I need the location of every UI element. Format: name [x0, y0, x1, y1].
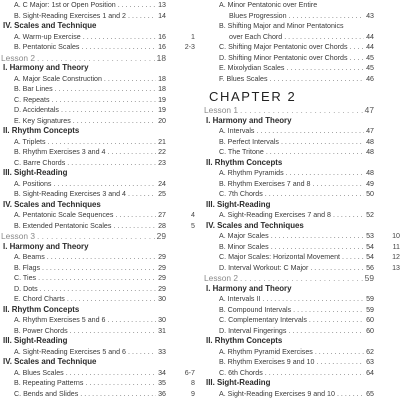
- toc-entry: [0, 32, 195, 43]
- toc-entry-label: C. The Tritone: [219, 148, 264, 156]
- toc-entry: [0, 147, 195, 158]
- dot-leader: [42, 263, 156, 274]
- page-number: 45: [366, 64, 374, 72]
- toc-entry: [203, 263, 400, 274]
- toc-entry: [203, 168, 400, 179]
- toc-entry: [203, 368, 400, 379]
- dot-leader: [240, 105, 363, 116]
- dot-leader: [288, 326, 364, 337]
- page-number: 59: [366, 295, 374, 303]
- toc-entry: [0, 95, 195, 106]
- dot-leader: [52, 95, 157, 106]
- dot-leader: [55, 84, 156, 95]
- dot-leader: [293, 305, 364, 316]
- dot-leader: [80, 389, 156, 400]
- page-number: 16: [158, 32, 166, 41]
- toc-entry: [203, 347, 400, 358]
- toc-entry-label: D. Accidentals: [14, 106, 59, 114]
- page-number: 29: [156, 231, 166, 241]
- toc-entry-label: F. Blues Scales: [219, 74, 268, 83]
- toc-entry: [0, 347, 195, 358]
- dot-leader: [128, 347, 156, 358]
- toc-entry-label: A. Beams: [14, 253, 45, 261]
- track-number: 9: [191, 389, 195, 398]
- toc-entry: [203, 231, 400, 242]
- toc-entry: [0, 11, 195, 22]
- page-number: 45: [366, 53, 374, 62]
- toc-entry: [203, 53, 400, 64]
- toc-entry-label: B. Minor Scales: [219, 242, 269, 251]
- page-number: 30: [158, 316, 166, 324]
- section-heading: [203, 336, 400, 347]
- dot-leader: [312, 179, 364, 190]
- dot-leader: [271, 242, 364, 253]
- section-heading: [203, 158, 400, 169]
- page-number: 33: [158, 347, 166, 356]
- toc-entry: [0, 105, 195, 116]
- toc-entry-label: B. Sight-Reading Exercises 3 and 4: [14, 190, 126, 198]
- toc-entry-label: C. Ties: [14, 274, 37, 282]
- dot-leader: [310, 263, 364, 274]
- section-heading: [0, 168, 195, 179]
- dot-leader: [271, 231, 364, 242]
- page-number: 56: [366, 263, 374, 272]
- section-heading: [0, 63, 195, 74]
- toc-entry: [0, 137, 195, 148]
- toc-entry-label: B. Bar Lines: [14, 85, 53, 93]
- toc-entry-label: A. Rhythm Exercises 5 and 6: [14, 316, 106, 324]
- section-heading: [0, 242, 195, 253]
- page-number: 59: [366, 305, 374, 314]
- page-number: 47: [364, 105, 374, 115]
- section-title: I. Harmony and Theory: [3, 241, 89, 251]
- dot-leader: [107, 315, 156, 326]
- page-number: 34: [158, 368, 166, 377]
- track-number: 12: [392, 253, 400, 261]
- page-number: 53: [366, 232, 374, 240]
- section-heading: [203, 378, 400, 389]
- section-title: I. Harmony and Theory: [206, 283, 292, 293]
- page-number: 54: [366, 242, 374, 251]
- toc-entry: [0, 252, 195, 263]
- dot-leader: [289, 11, 365, 22]
- section-title: IV. Scales and Techniques: [206, 220, 304, 230]
- toc-entry: [203, 0, 400, 11]
- toc-entry: [203, 137, 400, 148]
- dot-leader: [350, 53, 365, 64]
- lesson-title: Lesson 2: [1, 52, 35, 63]
- page-number: 36: [158, 389, 166, 398]
- section-heading: [203, 116, 400, 127]
- lesson-heading: [0, 231, 195, 242]
- section-title: III. Sight-Reading: [206, 378, 271, 387]
- toc-entry: [203, 210, 400, 221]
- lesson-title: Lesson 2: [204, 273, 238, 283]
- dot-leader: [286, 168, 364, 179]
- page-number: 62: [366, 347, 374, 356]
- toc-entry-label: A. Major Scales: [219, 232, 269, 240]
- toc-entry-label: C. 7th Chords: [219, 190, 263, 198]
- toc-entry: [0, 273, 195, 284]
- toc-entry-label: C. Barre Chords: [14, 158, 66, 167]
- section-heading: [203, 221, 400, 232]
- toc-entry: [0, 315, 195, 326]
- toc-entry-label: A. C Major: 1st or Open Position: [14, 1, 116, 9]
- toc-entry-label: D. Dots: [14, 284, 38, 293]
- toc-entry-label: A. Intervals: [219, 127, 255, 135]
- toc-entry-label: A. Rhythm Pyramids: [219, 169, 284, 177]
- page-number: 44: [366, 32, 374, 41]
- page-number: 30: [158, 295, 166, 303]
- toc-entry-label: E. Mixolydian Scales: [219, 64, 285, 72]
- lesson-title: Lesson 3: [1, 231, 35, 241]
- toc-entry: [0, 294, 195, 305]
- page-number: 23: [158, 158, 166, 167]
- toc-entry: [0, 158, 195, 169]
- chapter-heading: [203, 88, 400, 105]
- toc-entry-label: B. Repeating Patterns: [14, 379, 84, 387]
- toc-entry-label: A. Triplets: [14, 137, 46, 146]
- page-number: 25: [158, 190, 166, 198]
- dot-leader: [256, 126, 364, 137]
- page-number: 29: [158, 274, 166, 282]
- track-number: 5: [191, 221, 195, 230]
- section-title: III. Sight-Reading: [3, 168, 68, 177]
- dot-leader: [337, 389, 364, 400]
- toc-entry: [0, 378, 195, 389]
- dot-leader: [83, 32, 156, 43]
- track-number: 2-3: [184, 43, 195, 51]
- toc-entry: [0, 368, 195, 379]
- toc-entry: [0, 284, 195, 295]
- page-number: 24: [158, 179, 166, 188]
- page-number: 60: [366, 316, 374, 324]
- page-number: 29: [158, 284, 166, 293]
- toc-entry-label: B. Pentatonic Scales: [14, 43, 80, 51]
- toc-entry: [203, 189, 400, 200]
- page-number: 48: [366, 148, 374, 156]
- page-number: 35: [158, 379, 166, 387]
- track-number: 11: [392, 242, 400, 251]
- dot-leader: [128, 11, 156, 22]
- dot-leader: [38, 273, 156, 284]
- toc-entry-label: B. Compound Intervals: [219, 305, 292, 314]
- page-number: 18: [156, 52, 166, 63]
- dot-leader: [115, 210, 156, 221]
- section-title: I. Harmony and Theory: [3, 63, 89, 72]
- toc-entry-label: E. Chord Charts: [14, 295, 65, 303]
- lesson-heading: [203, 273, 400, 284]
- page-number: 60: [366, 326, 374, 335]
- track-number: 8: [191, 379, 195, 387]
- section-title: II. Rhythm Concepts: [206, 336, 283, 345]
- dot-leader: [85, 378, 156, 389]
- toc-entry-label: B. Rhythm Exercises 3 and 4: [14, 148, 106, 156]
- toc-entry: [0, 42, 195, 53]
- toc-entry-label: B. Extended Pentatonic Scales: [14, 221, 112, 230]
- toc-entry: [203, 42, 400, 53]
- toc-entry-continuation: [203, 11, 400, 22]
- toc-entry: [0, 0, 195, 11]
- dot-leader: [47, 252, 156, 263]
- page-number: 49: [366, 179, 374, 188]
- toc-entry: [203, 305, 400, 316]
- dot-leader: [48, 137, 157, 148]
- dot-leader: [286, 63, 364, 74]
- toc-entry-label: A. Positions: [14, 179, 52, 188]
- track-number: 6-7: [184, 368, 195, 377]
- page-number: 18: [158, 74, 166, 83]
- page-number: 43: [366, 11, 374, 20]
- toc-entry-label: Blues Progression: [229, 11, 287, 20]
- section-heading: [0, 357, 195, 368]
- page-number: 47: [366, 127, 374, 135]
- page-number: 22: [158, 148, 166, 156]
- dot-leader: [316, 357, 364, 368]
- page-number: 44: [366, 43, 374, 51]
- toc-entry-label: C. Bends and Slides: [14, 389, 79, 398]
- toc-entry: [0, 189, 195, 200]
- dot-leader: [66, 368, 156, 379]
- dot-leader: [70, 326, 156, 337]
- dot-leader: [265, 189, 364, 200]
- section-title: IV. Scales and Technique: [3, 21, 97, 30]
- dot-leader: [281, 137, 364, 148]
- dot-leader: [113, 221, 156, 232]
- lesson-heading: [203, 105, 400, 116]
- page-number: 31: [158, 326, 166, 335]
- dot-leader: [284, 32, 364, 43]
- section-heading: [0, 305, 195, 316]
- toc-entry: [203, 357, 400, 368]
- dot-leader: [266, 147, 364, 158]
- toc-entry-label: C. Major Scales: Horizontal Movement: [219, 253, 341, 261]
- toc-entry: [0, 116, 195, 127]
- section-title: II. Rhythm Concepts: [3, 304, 80, 314]
- section-heading: [0, 336, 195, 347]
- dot-leader: [37, 53, 155, 64]
- toc-entry-label: B. Power Chords: [14, 326, 68, 335]
- page-number: 29: [158, 253, 166, 261]
- dot-leader: [37, 231, 155, 242]
- dot-leader: [240, 273, 363, 284]
- toc-entry-label: C. Complementary Intervals: [219, 316, 307, 324]
- page-number: 14: [158, 11, 166, 20]
- section-title: III. Sight-Reading: [3, 336, 68, 345]
- section-title: II. Rhythm Concepts: [206, 157, 283, 167]
- track-number: 13: [392, 263, 400, 272]
- toc-entry-label: B. Rhythm Exercises 7 and 8: [219, 179, 311, 188]
- dot-leader: [350, 42, 365, 53]
- toc-entry-label: B. Perfect Intervals: [219, 137, 279, 146]
- chapter-title: CHAPTER 2: [209, 89, 297, 104]
- toc-entry: [203, 74, 400, 85]
- page-number: 20: [158, 116, 166, 125]
- dot-leader: [262, 294, 364, 305]
- section-title: II. Rhythm Concepts: [3, 126, 80, 135]
- page-number: 50: [366, 190, 374, 198]
- toc-entry-label: A. Rhythm Pyramid Exercises: [219, 347, 313, 356]
- dot-leader: [53, 179, 156, 190]
- toc-entry-label: D. Shifting Minor Pentatonic over Chords: [219, 53, 348, 62]
- page-number: 18: [158, 85, 166, 93]
- dot-leader: [128, 189, 156, 200]
- toc-entry-label: A. Sight-Reading Exercises 7 and 8: [219, 211, 331, 219]
- dot-leader: [342, 252, 364, 263]
- toc-entry-label: B. Rhythm Exercises 9 and 10: [219, 358, 315, 366]
- page-number: 65: [366, 389, 374, 398]
- dot-leader: [118, 0, 156, 11]
- dot-leader: [67, 294, 156, 305]
- section-title: IV. Scales and Techniques: [3, 199, 101, 209]
- toc-left-column: [0, 0, 195, 399]
- dot-leader: [67, 158, 156, 169]
- toc-entry-label: A. Intervals II: [219, 295, 261, 303]
- page-number: 19: [158, 95, 166, 104]
- toc-entry: [0, 221, 195, 232]
- toc-entry-label: A. Pentatonic Scale Sequences: [14, 211, 114, 219]
- page-number: 29: [158, 263, 166, 272]
- section-title: IV. Scales and Technique: [3, 357, 97, 366]
- dot-leader: [73, 116, 156, 127]
- toc-entry-label: E. Key Signatures: [14, 116, 71, 125]
- section-heading: [0, 21, 195, 32]
- page-number: 27: [158, 211, 166, 219]
- toc-entry-label: C. 6th Chords: [219, 368, 263, 377]
- page-number: 52: [366, 211, 374, 219]
- toc-entry: [203, 63, 400, 74]
- dot-leader: [315, 347, 364, 358]
- toc-entry: [0, 263, 195, 274]
- page-number: 46: [366, 74, 374, 83]
- page-number: 19: [158, 106, 166, 114]
- toc-entry-label: over Each Chord: [229, 32, 283, 41]
- toc-entry-label: A. Sight-Reading Exercises 9 and 10: [219, 389, 335, 398]
- track-number: 4: [191, 211, 195, 219]
- toc-entry: [0, 210, 195, 221]
- dot-leader: [61, 105, 156, 116]
- toc-entry-label: D. Interval Fingerings: [219, 326, 287, 335]
- page-number: 64: [366, 368, 374, 377]
- toc-entry-label: C. Shifting Major Pentatonic over Chords: [219, 43, 348, 51]
- toc-entry-label: A. Major Scale Construction: [14, 74, 102, 83]
- toc-entry: [203, 21, 400, 32]
- toc-entry-label: A. Minor Pentatonic over Entire: [219, 1, 318, 9]
- dot-leader: [309, 315, 364, 326]
- toc-entry-label: D. Interval Workout: C Major: [219, 263, 309, 272]
- toc-entry: [203, 179, 400, 190]
- toc-entry: [203, 242, 400, 253]
- dot-leader: [107, 147, 156, 158]
- section-heading: [0, 126, 195, 137]
- toc-entry: [203, 294, 400, 305]
- page-number: 48: [366, 137, 374, 146]
- toc-entry-label: A. Sight-Reading Exercises 5 and 6: [14, 347, 126, 356]
- section-title: III. Sight-Reading: [206, 199, 271, 209]
- lesson-title: Lesson 1: [204, 105, 238, 115]
- page-number: 48: [366, 169, 374, 177]
- page-number: 13: [158, 1, 166, 9]
- dot-leader: [333, 210, 364, 221]
- toc-entry: [0, 389, 195, 400]
- track-number: 10: [392, 232, 400, 240]
- section-heading: [203, 284, 400, 295]
- dot-leader: [104, 74, 156, 85]
- section-heading: [203, 200, 400, 211]
- dot-leader: [270, 74, 365, 85]
- toc-entry: [0, 326, 195, 337]
- toc-entry: [203, 326, 400, 337]
- toc-entry-label: A. Blues Scales: [14, 368, 64, 377]
- toc-entry-label: A. Warm-up Exercise: [14, 32, 81, 41]
- page-number: 21: [158, 137, 166, 146]
- toc-entry: [203, 315, 400, 326]
- dot-leader: [40, 284, 156, 295]
- page-number: 16: [158, 43, 166, 51]
- toc-entry-label: C. Repeats: [14, 95, 50, 104]
- toc-entry-label: B. Shifting Major and Minor Pentatonics: [219, 22, 344, 30]
- page-number: 54: [366, 253, 374, 261]
- section-title: I. Harmony and Theory: [206, 115, 292, 125]
- toc-entry: [203, 126, 400, 137]
- toc-entry: [203, 147, 400, 158]
- page-number: 59: [364, 273, 374, 283]
- toc-entry: [0, 179, 195, 190]
- toc-entry-label: B. Flags: [14, 263, 41, 272]
- dot-leader: [81, 42, 156, 53]
- toc-entry: [203, 252, 400, 263]
- page-number: 63: [366, 358, 374, 366]
- toc-entry: [203, 389, 400, 400]
- dot-leader: [265, 368, 364, 379]
- track-number: 1: [191, 32, 195, 41]
- toc-entry-continuation: [203, 32, 400, 43]
- toc-entry: [0, 84, 195, 95]
- page-number: 28: [158, 221, 166, 230]
- toc-entry: [0, 74, 195, 85]
- toc-right-column: [203, 0, 400, 399]
- lesson-heading: [0, 53, 195, 64]
- section-heading: [0, 200, 195, 211]
- toc-entry-label: B. Sight-Reading Exercises 1 and 2: [14, 11, 126, 20]
